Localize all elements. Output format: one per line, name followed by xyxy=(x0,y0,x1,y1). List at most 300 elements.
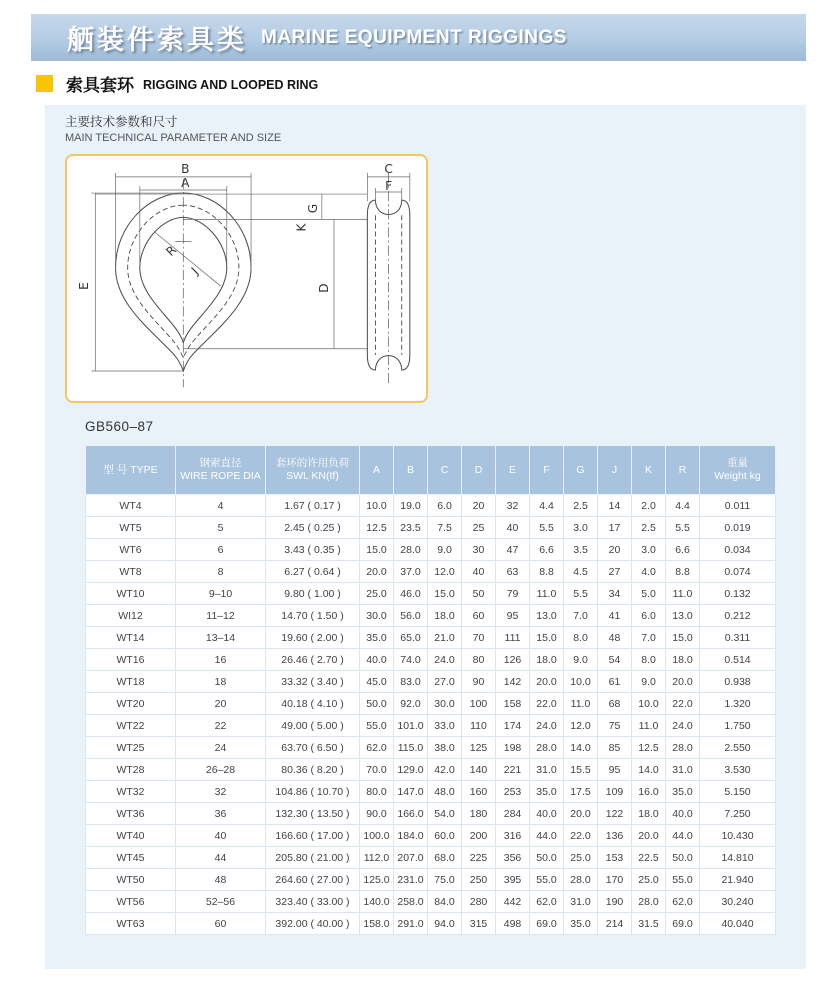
table-cell: 122 xyxy=(598,803,632,825)
spec-table-header-row xyxy=(86,446,776,495)
table-cell: 47 xyxy=(496,539,530,561)
column-header: 钢索直径 WIRE ROPE DIA xyxy=(176,446,266,495)
intro-line-cn: 主要技术参数和尺寸 xyxy=(65,115,178,129)
table-cell: 31.0 xyxy=(564,891,598,913)
table-row xyxy=(86,693,776,715)
table-cell: 15.0 xyxy=(530,627,564,649)
table-cell: 2.5 xyxy=(632,517,666,539)
dim-label-R: R xyxy=(163,243,180,259)
table-cell: 48 xyxy=(176,869,266,891)
table-cell: 38.0 xyxy=(428,737,462,759)
table-cell: 3.0 xyxy=(632,539,666,561)
column-header: F xyxy=(530,446,564,495)
table-cell: 79 xyxy=(496,583,530,605)
table-cell: 20.0 xyxy=(666,671,700,693)
table-cell: 15.5 xyxy=(564,759,598,781)
table-cell: 104.86 ( 10.70 ) xyxy=(266,781,360,803)
table-cell: 170 xyxy=(598,869,632,891)
spec-table-body xyxy=(86,495,776,935)
table-cell: 12.0 xyxy=(564,715,598,737)
table-cell: 158 xyxy=(496,693,530,715)
table-cell: 80 xyxy=(462,649,496,671)
table-cell: 26–28 xyxy=(176,759,266,781)
table-cell: 28.0 xyxy=(564,869,598,891)
table-cell: WT63 xyxy=(86,913,176,935)
dim-label-D: D xyxy=(316,283,331,293)
column-header: 套环的许用负荷 SWL KN(tf) xyxy=(266,446,360,495)
table-cell: 69.0 xyxy=(666,913,700,935)
table-row xyxy=(86,715,776,737)
table-cell: 23.5 xyxy=(394,517,428,539)
table-cell: WT28 xyxy=(86,759,176,781)
table-cell: 22.0 xyxy=(666,693,700,715)
table-cell: 27 xyxy=(598,561,632,583)
table-cell: 25 xyxy=(462,517,496,539)
table-cell: 31.5 xyxy=(632,913,666,935)
table-cell: 1.750 xyxy=(700,715,776,737)
table-row xyxy=(86,759,776,781)
table-cell: 20.0 xyxy=(632,825,666,847)
table-cell: 0.034 xyxy=(700,539,776,561)
table-cell: 14.0 xyxy=(632,759,666,781)
table-cell: 6.27 ( 0.64 ) xyxy=(266,561,360,583)
table-cell: 63 xyxy=(496,561,530,583)
table-cell: 125.0 xyxy=(360,869,394,891)
table-cell: 11–12 xyxy=(176,605,266,627)
table-cell: 395 xyxy=(496,869,530,891)
table-cell: 25.0 xyxy=(360,583,394,605)
table-cell: 250 xyxy=(462,869,496,891)
dim-label-G: G xyxy=(305,203,320,214)
table-cell: 40.18 ( 4.10 ) xyxy=(266,693,360,715)
table-cell: 14.810 xyxy=(700,847,776,869)
table-row xyxy=(86,891,776,913)
table-cell: 2.0 xyxy=(632,495,666,517)
column-header: 型 号 TYPE xyxy=(86,446,176,495)
table-cell: WT6 xyxy=(86,539,176,561)
table-cell: 207.0 xyxy=(394,847,428,869)
table-cell: 40.0 xyxy=(666,803,700,825)
table-cell: 15.0 xyxy=(666,627,700,649)
column-header: K xyxy=(632,446,666,495)
table-cell: 49.00 ( 5.00 ) xyxy=(266,715,360,737)
table-cell: 280 xyxy=(462,891,496,913)
table-cell: 28.0 xyxy=(666,737,700,759)
table-cell: 22 xyxy=(176,715,266,737)
table-row xyxy=(86,583,776,605)
table-cell: 166.60 ( 17.00 ) xyxy=(266,825,360,847)
table-cell: 498 xyxy=(496,913,530,935)
table-cell: 4.4 xyxy=(666,495,700,517)
table-cell: 10.0 xyxy=(632,693,666,715)
table-cell: 75.0 xyxy=(428,869,462,891)
table-cell: 40.0 xyxy=(360,649,394,671)
table-cell: 316 xyxy=(496,825,530,847)
page-title-en: MARINE EQUIPMENT RIGGINGS xyxy=(261,26,567,48)
table-cell: WT4 xyxy=(86,495,176,517)
table-cell: 6.0 xyxy=(428,495,462,517)
table-cell: 90 xyxy=(462,671,496,693)
table-cell: 17 xyxy=(598,517,632,539)
table-cell: 1.320 xyxy=(700,693,776,715)
table-cell: 48 xyxy=(598,627,632,649)
table-cell: 20 xyxy=(598,539,632,561)
table-cell: 92.0 xyxy=(394,693,428,715)
yellow-square-bullet-icon xyxy=(36,75,53,92)
table-cell: 15.0 xyxy=(360,539,394,561)
table-cell: 0.011 xyxy=(700,495,776,517)
intro-block xyxy=(65,114,281,146)
table-cell: 9.0 xyxy=(632,671,666,693)
thimble-technical-drawing xyxy=(67,156,426,401)
section-title-cn: 索具套环 xyxy=(66,75,134,95)
table-row xyxy=(86,671,776,693)
table-cell: 69.0 xyxy=(530,913,564,935)
table-cell: 15.0 xyxy=(428,583,462,605)
table-cell: 184.0 xyxy=(394,825,428,847)
table-cell: 26.46 ( 2.70 ) xyxy=(266,649,360,671)
table-cell: WT40 xyxy=(86,825,176,847)
table-cell: 60 xyxy=(176,913,266,935)
table-cell: 28.0 xyxy=(632,891,666,913)
table-cell: 40 xyxy=(176,825,266,847)
table-cell: 62.0 xyxy=(666,891,700,913)
table-cell: 284 xyxy=(496,803,530,825)
table-cell: 22.0 xyxy=(564,825,598,847)
table-cell: 3.0 xyxy=(564,517,598,539)
table-cell: 60.0 xyxy=(428,825,462,847)
column-header: D xyxy=(462,446,496,495)
table-cell: 11.0 xyxy=(530,583,564,605)
table-cell: 63.70 ( 6.50 ) xyxy=(266,737,360,759)
table-cell: 50.0 xyxy=(360,693,394,715)
table-cell: 315 xyxy=(462,913,496,935)
table-cell: 25.0 xyxy=(632,869,666,891)
table-cell: 166.0 xyxy=(394,803,428,825)
table-cell: 55.0 xyxy=(666,869,700,891)
table-cell: 112.0 xyxy=(360,847,394,869)
table-cell: 21.0 xyxy=(428,627,462,649)
table-cell: 12.0 xyxy=(428,561,462,583)
table-cell: 132.30 ( 13.50 ) xyxy=(266,803,360,825)
table-cell: 6.0 xyxy=(632,605,666,627)
table-row xyxy=(86,737,776,759)
table-cell: 18.0 xyxy=(666,649,700,671)
table-cell: 9.0 xyxy=(564,649,598,671)
dim-label-F: F xyxy=(385,179,393,194)
table-cell: 190 xyxy=(598,891,632,913)
table-cell: 70 xyxy=(462,627,496,649)
table-cell: 34 xyxy=(598,583,632,605)
table-cell: 16.0 xyxy=(632,781,666,803)
table-cell: 198 xyxy=(496,737,530,759)
table-cell: 36 xyxy=(176,803,266,825)
table-cell: 84.0 xyxy=(428,891,462,913)
table-cell: 125 xyxy=(462,737,496,759)
table-row xyxy=(86,627,776,649)
table-cell: 68.0 xyxy=(428,847,462,869)
table-cell: 140.0 xyxy=(360,891,394,913)
table-row xyxy=(86,869,776,891)
table-cell: 13.0 xyxy=(666,605,700,627)
table-cell: 83.0 xyxy=(394,671,428,693)
table-cell: 109 xyxy=(598,781,632,803)
table-cell: 140 xyxy=(462,759,496,781)
table-row xyxy=(86,781,776,803)
table-cell: 3.5 xyxy=(564,539,598,561)
table-cell: 225 xyxy=(462,847,496,869)
table-cell: 35.0 xyxy=(564,913,598,935)
table-cell: 30 xyxy=(462,539,496,561)
table-cell: 180 xyxy=(462,803,496,825)
table-cell: 100 xyxy=(462,693,496,715)
table-cell: 2.550 xyxy=(700,737,776,759)
table-cell: 0.514 xyxy=(700,649,776,671)
table-cell: 54 xyxy=(598,649,632,671)
table-row xyxy=(86,539,776,561)
table-cell: 221 xyxy=(496,759,530,781)
table-cell: 32 xyxy=(176,781,266,803)
table-cell: 54.0 xyxy=(428,803,462,825)
dim-label-C: C xyxy=(384,161,393,176)
table-cell: 291.0 xyxy=(394,913,428,935)
table-cell: 7.0 xyxy=(564,605,598,627)
technical-drawing-box xyxy=(65,154,428,403)
table-cell: 20.0 xyxy=(360,561,394,583)
table-cell: 115.0 xyxy=(394,737,428,759)
column-header: E xyxy=(496,446,530,495)
intro-line-en: MAIN TECHNICAL PARAMETER AND SIZE xyxy=(65,132,282,144)
dim-label-B: B xyxy=(181,161,190,176)
table-cell: 55.0 xyxy=(360,715,394,737)
table-cell: 60 xyxy=(462,605,496,627)
table-cell: 33.0 xyxy=(428,715,462,737)
table-cell: 30.0 xyxy=(428,693,462,715)
table-cell: 0.938 xyxy=(700,671,776,693)
table-cell: 8.0 xyxy=(632,649,666,671)
table-cell: 9.80 ( 1.00 ) xyxy=(266,583,360,605)
table-cell: 40 xyxy=(496,517,530,539)
table-cell: 32 xyxy=(496,495,530,517)
section-header xyxy=(36,73,318,93)
dim-label-J: J xyxy=(188,264,202,278)
table-cell: 5.5 xyxy=(564,583,598,605)
table-cell: 65.0 xyxy=(394,627,428,649)
column-header: R xyxy=(666,446,700,495)
table-cell: 13–14 xyxy=(176,627,266,649)
table-cell: 129.0 xyxy=(394,759,428,781)
table-cell: 4.4 xyxy=(530,495,564,517)
table-cell: 48.0 xyxy=(428,781,462,803)
table-cell: 95 xyxy=(496,605,530,627)
table-cell: 33.32 ( 3.40 ) xyxy=(266,671,360,693)
table-cell: 10.430 xyxy=(700,825,776,847)
table-cell: 6.6 xyxy=(530,539,564,561)
table-cell: 3.43 ( 0.35 ) xyxy=(266,539,360,561)
table-cell: 12.5 xyxy=(360,517,394,539)
table-row xyxy=(86,649,776,671)
table-cell: 2.45 ( 0.25 ) xyxy=(266,517,360,539)
table-cell: 392.00 ( 40.00 ) xyxy=(266,913,360,935)
page-banner xyxy=(31,14,806,61)
table-cell: 5.5 xyxy=(666,517,700,539)
table-cell: 0.074 xyxy=(700,561,776,583)
page-title-cn: 舾装件索具类 xyxy=(67,25,247,55)
section-title-en: RIGGING AND LOOPED RING xyxy=(143,77,319,92)
table-cell: 4.5 xyxy=(564,561,598,583)
table-cell: 20 xyxy=(462,495,496,517)
table-cell: 13.0 xyxy=(530,605,564,627)
table-cell: 205.80 ( 21.00 ) xyxy=(266,847,360,869)
table-cell: 24 xyxy=(176,737,266,759)
column-header: C xyxy=(428,446,462,495)
column-header: G xyxy=(564,446,598,495)
table-cell: 18 xyxy=(176,671,266,693)
table-cell: 147.0 xyxy=(394,781,428,803)
table-cell: 6.6 xyxy=(666,539,700,561)
table-cell: WT18 xyxy=(86,671,176,693)
dim-label-E: E xyxy=(77,282,92,290)
table-cell: 3.530 xyxy=(700,759,776,781)
table-cell: 70.0 xyxy=(360,759,394,781)
table-cell: 7.0 xyxy=(632,627,666,649)
table-cell: 11.0 xyxy=(632,715,666,737)
table-cell: 0.311 xyxy=(700,627,776,649)
table-cell: WT16 xyxy=(86,649,176,671)
table-cell: 18.0 xyxy=(530,649,564,671)
table-cell: 100.0 xyxy=(360,825,394,847)
table-cell: 28.0 xyxy=(530,737,564,759)
table-cell: 2.5 xyxy=(564,495,598,517)
table-cell: WT20 xyxy=(86,693,176,715)
table-cell: WT36 xyxy=(86,803,176,825)
table-cell: WT10 xyxy=(86,583,176,605)
table-cell: 0.019 xyxy=(700,517,776,539)
table-cell: 30.240 xyxy=(700,891,776,913)
table-cell: 90.0 xyxy=(360,803,394,825)
table-cell: 1.67 ( 0.17 ) xyxy=(266,495,360,517)
table-cell: 50 xyxy=(462,583,496,605)
table-cell: 5.5 xyxy=(530,517,564,539)
table-cell: 46.0 xyxy=(394,583,428,605)
table-cell: 323.40 ( 33.00 ) xyxy=(266,891,360,913)
table-cell: 31.0 xyxy=(530,759,564,781)
table-cell: WI12 xyxy=(86,605,176,627)
table-row xyxy=(86,825,776,847)
table-cell: 174 xyxy=(496,715,530,737)
table-cell: 44 xyxy=(176,847,266,869)
table-cell: 30.0 xyxy=(360,605,394,627)
table-cell: 18.0 xyxy=(632,803,666,825)
table-cell: 94.0 xyxy=(428,913,462,935)
table-cell: 22.0 xyxy=(530,693,564,715)
dim-label-A: A xyxy=(181,175,190,190)
table-cell: WT5 xyxy=(86,517,176,539)
table-cell: 8.8 xyxy=(530,561,564,583)
table-cell: 62.0 xyxy=(360,737,394,759)
table-cell: 20.0 xyxy=(530,671,564,693)
standard-code: GB560–87 xyxy=(85,419,154,434)
table-cell: 28.0 xyxy=(394,539,428,561)
table-cell: 61 xyxy=(598,671,632,693)
content-panel xyxy=(45,105,806,969)
table-cell: 231.0 xyxy=(394,869,428,891)
table-cell: 8 xyxy=(176,561,266,583)
table-cell: 442 xyxy=(496,891,530,913)
table-cell: 10.0 xyxy=(564,671,598,693)
table-cell: 80.36 ( 8.20 ) xyxy=(266,759,360,781)
table-row xyxy=(86,605,776,627)
table-cell: WT45 xyxy=(86,847,176,869)
table-row xyxy=(86,517,776,539)
table-cell: 75 xyxy=(598,715,632,737)
dim-label-K: K xyxy=(294,223,309,232)
table-row xyxy=(86,847,776,869)
column-header: 重量 Weight kg xyxy=(700,446,776,495)
table-row xyxy=(86,803,776,825)
table-cell: 111 xyxy=(496,627,530,649)
table-cell: 14.0 xyxy=(564,737,598,759)
table-cell: 200 xyxy=(462,825,496,847)
table-cell: 27.0 xyxy=(428,671,462,693)
table-cell: 52–56 xyxy=(176,891,266,913)
table-cell: 24.0 xyxy=(666,715,700,737)
table-cell: 10.0 xyxy=(360,495,394,517)
table-cell: 153 xyxy=(598,847,632,869)
table-cell: 85 xyxy=(598,737,632,759)
table-cell: 68 xyxy=(598,693,632,715)
table-cell: 0.212 xyxy=(700,605,776,627)
table-cell: 56.0 xyxy=(394,605,428,627)
table-cell: 356 xyxy=(496,847,530,869)
table-cell: 55.0 xyxy=(530,869,564,891)
column-header: J xyxy=(598,446,632,495)
table-cell: 126 xyxy=(496,649,530,671)
table-cell: 45.0 xyxy=(360,671,394,693)
table-cell: 158.0 xyxy=(360,913,394,935)
table-cell: 80.0 xyxy=(360,781,394,803)
spec-table xyxy=(85,445,776,935)
table-cell: 35.0 xyxy=(666,781,700,803)
table-row xyxy=(86,495,776,517)
table-cell: 8.8 xyxy=(666,561,700,583)
table-cell: 62.0 xyxy=(530,891,564,913)
table-cell: 14.70 ( 1.50 ) xyxy=(266,605,360,627)
table-cell: 0.132 xyxy=(700,583,776,605)
table-cell: 110 xyxy=(462,715,496,737)
column-header: A xyxy=(360,446,394,495)
table-cell: 24.0 xyxy=(428,649,462,671)
table-cell: 7.250 xyxy=(700,803,776,825)
table-cell: 6 xyxy=(176,539,266,561)
table-cell: 50.0 xyxy=(530,847,564,869)
table-cell: WT25 xyxy=(86,737,176,759)
table-row xyxy=(86,561,776,583)
table-cell: 11.0 xyxy=(564,693,598,715)
table-cell: 8.0 xyxy=(564,627,598,649)
column-header: B xyxy=(394,446,428,495)
table-cell: WT50 xyxy=(86,869,176,891)
table-cell: 19.60 ( 2.00 ) xyxy=(266,627,360,649)
table-cell: 7.5 xyxy=(428,517,462,539)
table-row xyxy=(86,913,776,935)
table-cell: 35.0 xyxy=(530,781,564,803)
table-cell: 40.0 xyxy=(530,803,564,825)
table-cell: 25.0 xyxy=(564,847,598,869)
table-cell: 16 xyxy=(176,649,266,671)
table-cell: 214 xyxy=(598,913,632,935)
table-cell: 21.940 xyxy=(700,869,776,891)
